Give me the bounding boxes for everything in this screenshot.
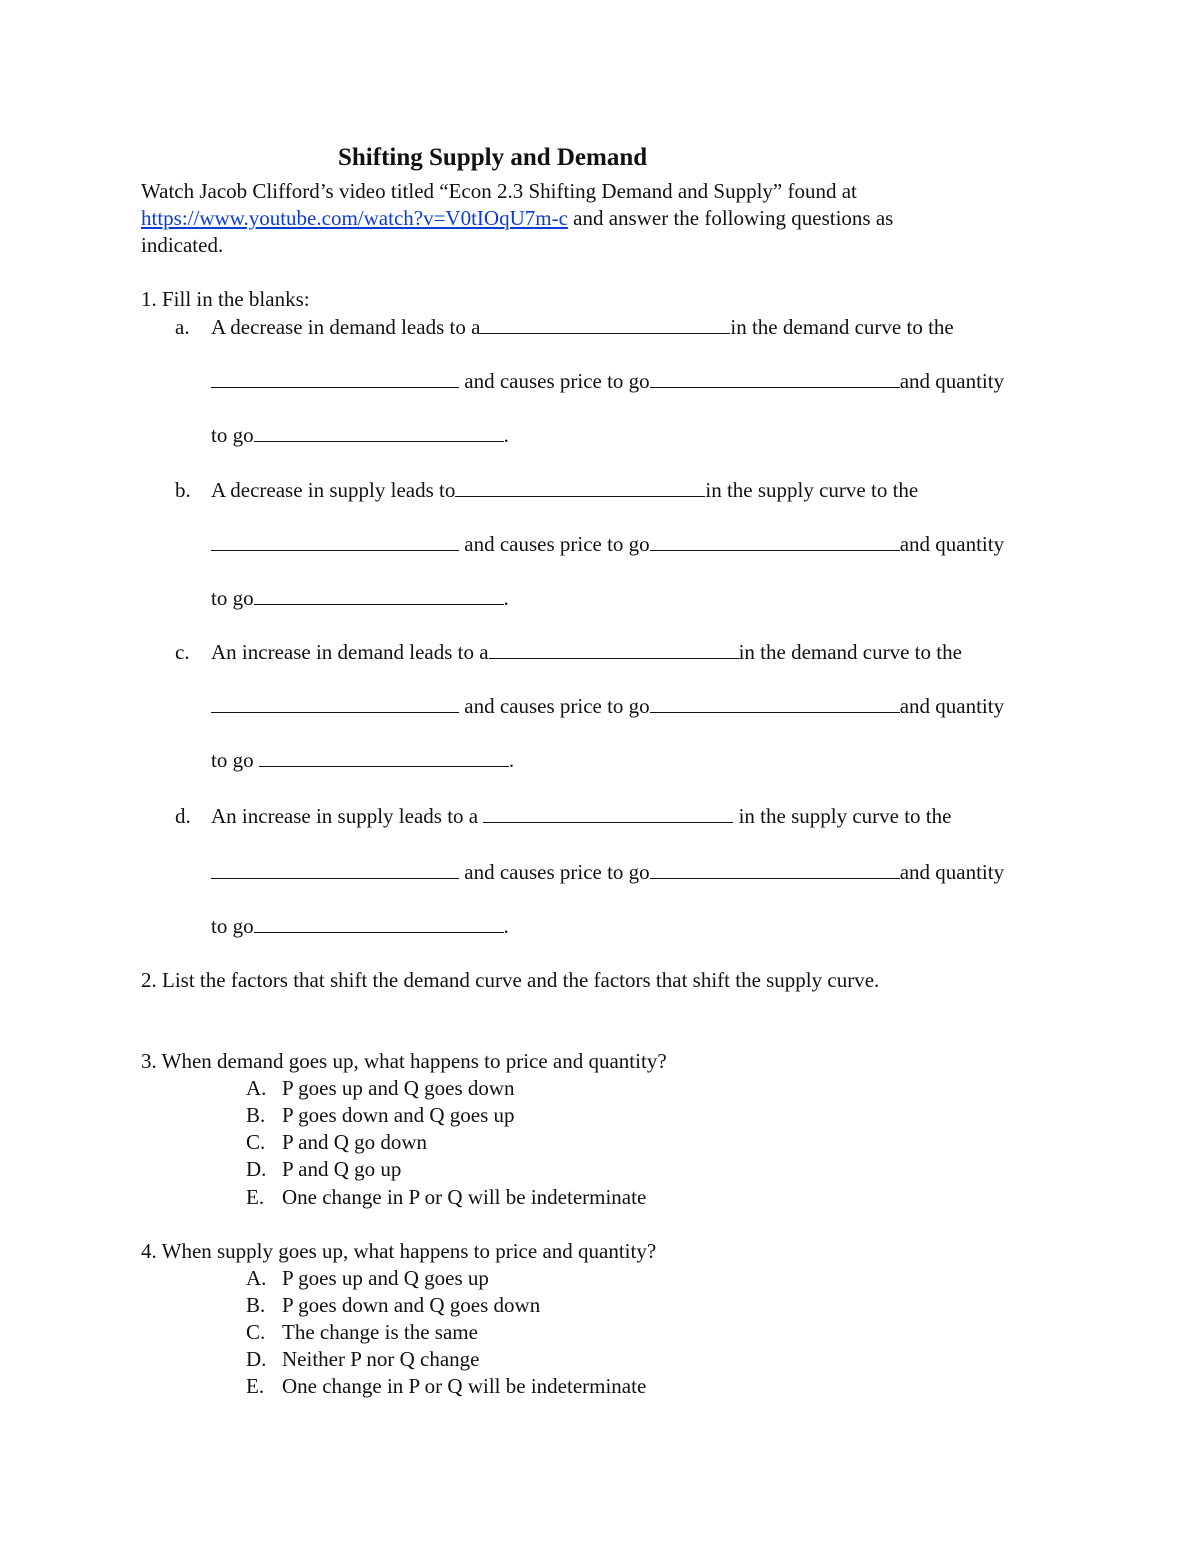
option-letter: B.	[246, 1103, 266, 1127]
blank-field[interactable]	[211, 532, 459, 551]
item-text: and causes price to go	[459, 369, 650, 393]
q1-item-a-line-2	[211, 368, 1004, 395]
option-text: P and Q go down	[282, 1130, 428, 1154]
option-letter: D.	[246, 1157, 267, 1181]
option-letter: D.	[246, 1347, 267, 1371]
option-text: One change in P or Q will be indeterminate	[282, 1185, 647, 1209]
q1-item-d-line-2	[211, 859, 1004, 886]
q1-item-b-line-1	[175, 477, 918, 504]
item-text: to go	[211, 586, 254, 610]
item-text: A decrease in supply leads to	[211, 478, 456, 502]
blank-field[interactable]	[489, 640, 739, 659]
q4-option-a[interactable]	[246, 1265, 489, 1292]
blank-field[interactable]	[455, 478, 705, 497]
item-letter: d.	[175, 804, 191, 828]
item-text: in the supply curve to the	[733, 804, 952, 828]
option-text: P goes down and Q goes down	[282, 1293, 541, 1317]
blank-field[interactable]	[480, 315, 730, 334]
item-text: in the demand curve to the	[738, 640, 962, 664]
item-text: and quantity	[899, 532, 1005, 556]
item-text: An increase in supply leads to a	[211, 804, 484, 828]
intro-line-3: indicated.	[141, 233, 224, 257]
item-letter: b.	[175, 478, 191, 502]
q1-item-b-line-2	[211, 531, 1004, 558]
q3-option-d[interactable]	[246, 1156, 401, 1183]
option-text: One change in P or Q will be indeterminate	[282, 1374, 647, 1398]
q1-item-b-line-3	[211, 585, 509, 612]
q4-option-e[interactable]	[246, 1373, 646, 1400]
blank-field[interactable]	[254, 423, 504, 442]
blank-field[interactable]	[211, 860, 459, 879]
option-text: P and Q go up	[282, 1157, 402, 1181]
item-text: An increase in demand leads to a	[211, 640, 489, 664]
item-letter: a.	[175, 315, 190, 339]
q1-item-a-line-3	[211, 422, 509, 449]
item-text: and causes price to go	[459, 860, 650, 884]
item-text: in the demand curve to the	[730, 315, 954, 339]
page-title: Shifting Supply and Demand	[338, 144, 648, 171]
item-text: and quantity	[899, 860, 1005, 884]
q4-option-d[interactable]	[246, 1346, 480, 1373]
q1-item-c-line-3	[211, 747, 514, 774]
item-letter: c.	[175, 640, 190, 664]
blank-field[interactable]	[650, 532, 900, 551]
blank-field[interactable]	[211, 369, 459, 388]
option-text: P goes up and Q goes up	[282, 1266, 489, 1290]
blank-field[interactable]	[254, 586, 504, 605]
item-text: .	[508, 748, 515, 772]
item-text: .	[503, 423, 509, 447]
item-text: and causes price to go	[459, 532, 650, 556]
option-letter: C.	[246, 1130, 266, 1154]
option-letter: B.	[246, 1293, 266, 1317]
item-text: to go	[211, 423, 254, 447]
q1-item-d-line-3	[211, 913, 509, 940]
q4-option-b[interactable]	[246, 1292, 540, 1319]
q3-option-a[interactable]	[246, 1075, 515, 1102]
item-text: in the supply curve to the	[705, 478, 919, 502]
q4-prompt: 4. When supply goes up, what happens to price and quantity?	[141, 1239, 657, 1263]
option-letter: E.	[246, 1185, 265, 1209]
option-letter: A.	[246, 1266, 267, 1290]
option-text: P goes up and Q goes down	[282, 1076, 515, 1100]
option-text: P goes down and Q goes up	[282, 1103, 515, 1127]
option-letter: E.	[246, 1374, 265, 1398]
q1-item-c-line-2	[211, 693, 1004, 720]
option-text: Neither P nor Q change	[282, 1347, 480, 1371]
blank-field[interactable]	[483, 804, 733, 823]
intro-line-2-text: and answer the following questions as	[567, 206, 894, 230]
intro-line-2	[141, 205, 893, 232]
q4-option-c[interactable]	[246, 1319, 478, 1346]
item-text: to go	[211, 914, 254, 938]
item-text: and quantity	[899, 369, 1005, 393]
option-letter: C.	[246, 1320, 266, 1344]
blank-field[interactable]	[650, 860, 900, 879]
q2-prompt: 2. List the factors that shift the demand curve and the factors that shift the supply curve.	[141, 968, 880, 992]
item-text: .	[503, 586, 509, 610]
q1-item-a-line-1	[175, 314, 954, 341]
blank-field[interactable]	[650, 694, 900, 713]
video-link[interactable]: https://www.youtube.com/watch?v=V0tIOqU7m-c	[141, 206, 568, 230]
blank-field[interactable]	[259, 748, 509, 767]
blank-field[interactable]	[254, 914, 504, 933]
option-text: The change is the same	[282, 1320, 478, 1344]
item-text: and quantity	[899, 694, 1005, 718]
q3-option-e[interactable]	[246, 1184, 646, 1211]
q3-prompt: 3. When demand goes up, what happens to price and quantity?	[141, 1049, 667, 1073]
intro-line-1: Watch Jacob Clifford’s video titled “Econ 2.3 Shifting Demand and Supply” found at	[141, 179, 857, 203]
item-text: to go	[211, 748, 259, 772]
q3-option-b[interactable]	[246, 1102, 515, 1129]
q3-option-c[interactable]	[246, 1129, 427, 1156]
q1-item-c-line-1	[175, 639, 962, 666]
q1-item-d-line-1	[175, 803, 951, 830]
blank-field[interactable]	[211, 694, 459, 713]
item-text: A decrease in demand leads to a	[211, 315, 481, 339]
item-text: and causes price to go	[459, 694, 650, 718]
option-letter: A.	[246, 1076, 267, 1100]
item-text: .	[503, 914, 509, 938]
q1-prompt: 1. Fill in the blanks:	[141, 287, 310, 311]
blank-field[interactable]	[650, 369, 900, 388]
